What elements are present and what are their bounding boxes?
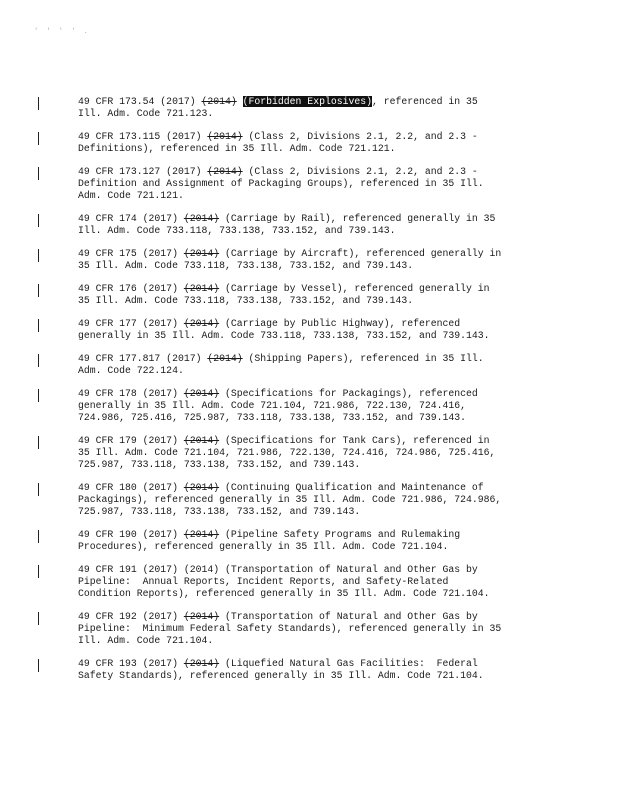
entry-text: (Class 2, Divisions 2.1, 2.2, and 2.3 - <box>242 131 478 142</box>
reference-list <box>78 96 548 693</box>
entry-text: 724.986, 725.416, 725.987, 733.118, 733.138, 733.152, and 739.143. <box>78 412 467 423</box>
entry-line <box>78 588 548 600</box>
entry-text: 49 CFR 174 (2017) <box>78 213 184 224</box>
reference-entry <box>78 482 548 518</box>
deleted-text: (2014) <box>183 529 220 540</box>
entry-text: generally in 35 Ill. Adm. Code 721.104, 721.986, 722.130, 724.416, <box>78 400 467 411</box>
entry-line <box>78 506 548 518</box>
revision-bar <box>38 565 39 578</box>
entry-text: Pipeline: Annual Reports, Incident Reports, and Safety-Related <box>78 576 449 587</box>
entry-text: (Specifications for Tank Cars), referenced in <box>219 435 490 446</box>
entry-line <box>78 131 548 143</box>
entry-text: 49 CFR 190 (2017) <box>78 529 184 540</box>
entry-text: 725.987, 733.118, 733.138, 733.152, and 739.143. <box>78 506 361 517</box>
entry-text: 49 CFR 177.817 (2017) <box>78 353 208 364</box>
deleted-text: (2014) <box>183 482 220 493</box>
reference-entry <box>78 248 548 272</box>
entry-text: (Transportation of Natural and Other Gas by <box>219 611 478 622</box>
entry-line <box>78 388 548 400</box>
reference-entry <box>78 658 548 682</box>
entry-text: (Pipeline Safety Programs and Rulemaking <box>219 529 461 540</box>
deleted-text: (2014) <box>183 388 220 399</box>
deleted-text: (2014) <box>183 283 220 294</box>
entry-line <box>78 318 548 330</box>
deleted-text: (2014) <box>207 166 243 177</box>
entry-line <box>78 330 548 342</box>
entry-line <box>78 260 548 272</box>
entry-text: 49 CFR 175 (2017) <box>78 248 184 259</box>
entry-line <box>78 611 548 623</box>
entry-text: (Carriage by Aircraft), referenced generally in <box>219 248 502 259</box>
revision-bar <box>38 530 39 543</box>
entry-text: Adm. Code 722.124. <box>78 365 184 376</box>
revision-bar <box>38 389 39 402</box>
deleted-text: (2014) <box>183 318 220 329</box>
reference-entry <box>78 131 548 155</box>
entry-text: Ill. Adm. Code 721.123. <box>78 108 214 119</box>
entry-text: Ill. Adm. Code 733.118, 733.138, 733.152, and 739.143. <box>78 225 396 236</box>
deleted-text: (2014) <box>183 213 220 224</box>
entry-text: Safety Standards), referenced generally in 35 Ill. Adm. Code 721.104. <box>78 670 484 681</box>
entry-text: 49 CFR 177 (2017) <box>78 318 184 329</box>
entry-text: 725.987, 733.118, 733.138, 733.152, and 739.143. <box>78 459 361 470</box>
entry-text: (Shipping Papers), referenced in 35 Ill. <box>242 353 484 364</box>
deleted-text: (2014) <box>183 611 220 622</box>
entry-text: 49 CFR 191 (2017) (2014) (Transportation of Natural and Other Gas by <box>78 564 478 575</box>
deleted-text: (2014) <box>201 96 237 107</box>
revision-bar <box>38 132 39 145</box>
entry-line <box>78 178 548 190</box>
entry-text: 49 CFR 179 (2017) <box>78 435 184 446</box>
entry-line <box>78 412 548 424</box>
reference-entry <box>78 166 548 202</box>
deleted-text: (2014) <box>207 353 243 364</box>
entry-line <box>78 400 548 412</box>
revision-bar <box>38 483 39 496</box>
entry-text: Condition Reports), referenced generally in 35 Ill. Adm. Code 721.104. <box>78 588 490 599</box>
reference-entry <box>78 529 548 553</box>
entry-text: 49 CFR 173.115 (2017) <box>78 131 208 142</box>
reference-entry <box>78 353 548 377</box>
entry-text: (Carriage by Vessel), referenced generally in <box>219 283 490 294</box>
deleted-text: (2014) <box>183 248 220 259</box>
revision-bar <box>38 167 39 180</box>
revision-bar <box>38 249 39 262</box>
revision-bar <box>38 436 39 449</box>
entry-line <box>78 225 548 237</box>
entry-line <box>78 576 548 588</box>
entry-text: 49 CFR 173.127 (2017) <box>78 166 208 177</box>
reference-entry <box>78 435 548 471</box>
reference-entry <box>78 611 548 647</box>
entry-text: Definition and Assignment of Packaging Groups), referenced in 35 Ill. <box>78 178 484 189</box>
entry-line <box>78 166 548 178</box>
entry-line <box>78 108 548 120</box>
entry-line <box>78 459 548 471</box>
entry-text: (Carriage by Rail), referenced generally in 35 <box>219 213 496 224</box>
revision-bar <box>38 284 39 297</box>
entry-text <box>237 96 243 107</box>
entry-line <box>78 670 548 682</box>
entry-text: Pipeline: Minimum Federal Safety Standards), referenced generally in 35 <box>78 623 502 634</box>
entry-line <box>78 435 548 447</box>
entry-line <box>78 295 548 307</box>
entry-text: Ill. Adm. Code 721.104. <box>78 635 214 646</box>
entry-line <box>78 96 548 108</box>
entry-text: Packagings), referenced generally in 35 Ill. Adm. Code 721.986, 724.986, <box>78 494 502 505</box>
entry-line <box>78 541 548 553</box>
entry-line <box>78 482 548 494</box>
entry-line <box>78 190 548 202</box>
entry-line <box>78 143 548 155</box>
entry-text: 35 Ill. Adm. Code 721.104, 721.986, 722.130, 724.416, 724.986, 725.416, <box>78 447 496 458</box>
revision-bar <box>38 354 39 367</box>
entry-line <box>78 213 548 225</box>
entry-text: 49 CFR 173.54 (2017) <box>78 96 202 107</box>
reference-entry <box>78 213 548 237</box>
revision-bar <box>38 97 39 110</box>
revision-bar <box>38 659 39 672</box>
reference-entry <box>78 318 548 342</box>
entry-text: , referenced in 35 <box>371 96 478 107</box>
revision-bar <box>38 612 39 625</box>
entry-line <box>78 447 548 459</box>
page-mark: ' ' ' ' . <box>34 28 90 36</box>
entry-text: Adm. Code 721.121. <box>78 190 184 201</box>
entry-text: (Class 2, Divisions 2.1, 2.2, and 2.3 - <box>242 166 478 177</box>
entry-text: (Continuing Qualification and Maintenance of <box>219 482 484 493</box>
entry-line <box>78 494 548 506</box>
entry-line <box>78 623 548 635</box>
entry-line <box>78 365 548 377</box>
entry-line <box>78 635 548 647</box>
entry-text: (Liquefied Natural Gas Facilities: Federal <box>219 658 478 669</box>
entry-line <box>78 283 548 295</box>
entry-line <box>78 353 548 365</box>
entry-text: Definitions), referenced in 35 Ill. Adm. Code 721.121. <box>78 143 396 154</box>
entry-text: (Carriage by Public Highway), referenced <box>219 318 461 329</box>
entry-text: (Specifications for Packagings), referenced <box>219 388 478 399</box>
revision-bar <box>38 214 39 227</box>
entry-text: 49 CFR 193 (2017) <box>78 658 184 669</box>
entry-text: 49 CFR 176 (2017) <box>78 283 184 294</box>
entry-text: 49 CFR 192 (2017) <box>78 611 184 622</box>
entry-text: generally in 35 Ill. Adm. Code 733.118, 733.138, 733.152, and 739.143. <box>78 330 490 341</box>
entry-text: 49 CFR 178 (2017) <box>78 388 184 399</box>
deleted-text: (2014) <box>183 435 220 446</box>
reference-entry <box>78 564 548 600</box>
reference-entry <box>78 388 548 424</box>
entry-text: 35 Ill. Adm. Code 733.118, 733.138, 733.152, and 739.143. <box>78 260 414 271</box>
reference-entry <box>78 283 548 307</box>
entry-line <box>78 529 548 541</box>
deleted-text: (2014) <box>207 131 243 142</box>
deleted-text: (2014) <box>183 658 220 669</box>
entry-line <box>78 564 548 576</box>
entry-text: Procedures), referenced generally in 35 Ill. Adm. Code 721.104. <box>78 541 449 552</box>
entry-text: 35 Ill. Adm. Code 733.118, 733.138, 733.152, and 739.143. <box>78 295 414 306</box>
entry-line <box>78 248 548 260</box>
highlighted-text: (Forbidden Explosives) <box>242 96 372 107</box>
revision-bar <box>38 319 39 332</box>
entry-text: 49 CFR 180 (2017) <box>78 482 184 493</box>
reference-entry <box>78 96 548 120</box>
entry-line <box>78 658 548 670</box>
